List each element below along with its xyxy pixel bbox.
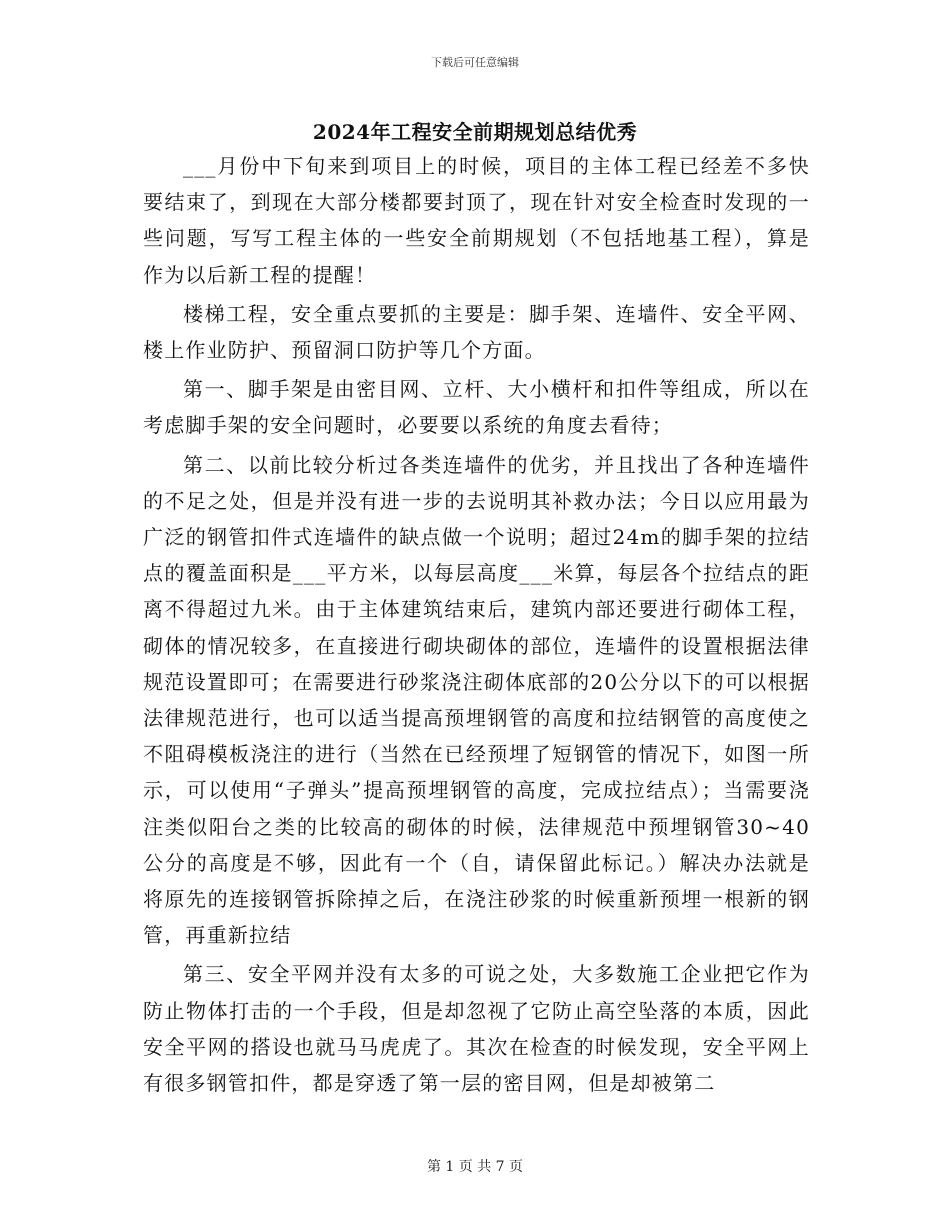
header-note: 下载后可任意编辑 <box>431 56 519 69</box>
paragraph: ___月份中下旬来到项目上的时候，项目的主体工程已经差不多快要结束了，到现在大部分楼都要封顶了，现在针对安全检查时发现的一些问题，写写工程主体的一些安全前期规划（不包括地基工程），算是作为以后新工程的提醒！ <box>143 154 810 287</box>
page-number: 第 1 页 共 7 页 <box>426 1159 524 1175</box>
paragraph: 第三、安全平网并没有太多的可说之处，大多数施工企业把它作为防止物体打击的一个手段，但是却忽视了它防止高空坠落的本质，因此安全平网的搭设也就马马虎虎了。其次在检查的时候发现，安全平网上有很多钢管扣件，都是穿透了第一层的密目网，但是却被第二 <box>143 962 810 1096</box>
paragraph: 第二、以前比较分析过各类连墙件的优劣，并且找出了各种连墙件的不足之处，但是并没有进一步的去说明其补救办法；今日以应用最为广泛的钢管扣件式连墙件的缺点做一个说明；超过24m的脚手架的拉结点的覆盖面积是___平方米，以每层高度___米算，每层各个拉结点的距离不得超过九米。由于主体建筑结束后，建筑内部还要进行砌体工程，砌体的情况较多，在直接进行砌块砌体的部位，连墙件的设置根据法律规范设置即可；在需要进行砂浆浇注砌体底部的20公分以下的可以根据法律规范进行，也可以适当提高预埋钢管的高度和拉结钢管的高度使之不阻碍模板浇注的进行（当然在已经预埋了短钢管的情况下，如图一所示，可以使用“子弹头”提高预埋钢管的高度，完成拉结点）；当需要浇注类似阳台之类的比较高的砌体的时候，法律规范中预埋钢管30~40公分的高度是不够，因此有一个（自，请保留此标记。）解决办法就是将原先的连接钢管拆除掉之后，在浇注砂浆的时候重新预埋一根新的钢管，再重新拉结 <box>143 452 810 948</box>
document-body <box>143 148 810 1104</box>
paragraph: 第一、脚手架是由密目网、立杆、大小横杆和扣件等组成，所以在考虑脚手架的安全问题时，必要要以系统的角度去看待； <box>143 377 810 438</box>
document-title: 2024年工程安全前期规划总结优秀 <box>312 120 638 144</box>
paragraph: 楼梯工程，安全重点要抓的主要是：脚手架、连墙件、安全平网、楼上作业防护、预留洞口防护等几个方面。 <box>143 301 810 363</box>
